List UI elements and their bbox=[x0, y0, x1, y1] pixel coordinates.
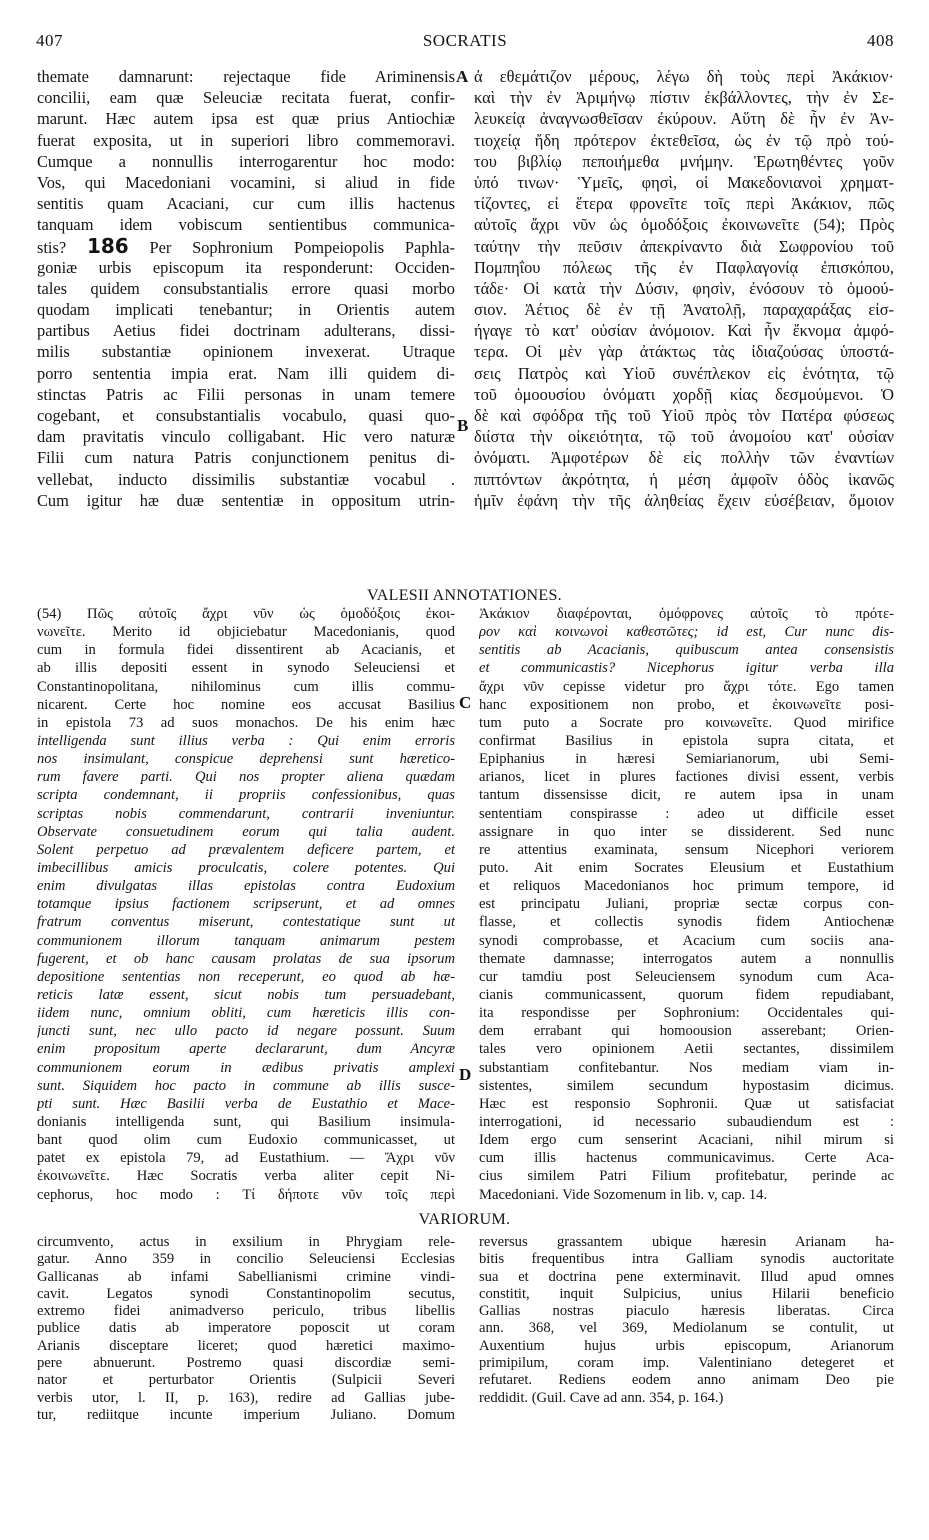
annotation-line: themate damnasse; interrogatos autem a nonnullis bbox=[479, 950, 894, 967]
greek-line: καὶ τὴν ἐν Ἀριμήνῳ πίστιν ἐκβάλλοντες, τὴν ἐν Σε- bbox=[474, 88, 894, 108]
running-title: SOCRATIS bbox=[422, 31, 508, 50]
annotation-line: interrogationi, id necessario subaudiendum est : bbox=[479, 1113, 894, 1130]
variorum-line: reversus grassantem ubique hæresin Arianam ha- bbox=[479, 1234, 894, 1250]
annotation-line: communionem eorum in ædibus privatis amplexi bbox=[37, 1059, 455, 1076]
latin-line: vellebat, inducto dissimilis substantiæ vocabul . bbox=[37, 469, 455, 489]
annotation-line: cius similem Patri Filium profitebatur, perinde ac bbox=[479, 1168, 894, 1185]
annotation-line: sistentes, similem secundum hypostasim dicimus. bbox=[479, 1077, 894, 1094]
greek-line: σεις Πατρὸς καὶ Υἱοῦ συνέπλεκον εἰς ἑνότητα, τῷ bbox=[474, 363, 894, 383]
annotation-line: cephorus, hoc modo : Τί δήποτε νῦν τοῖς περὶ bbox=[37, 1186, 455, 1203]
greek-line: ἡμῖν ἐφάνη τὴν τῆς ἀληθείας ἔχειν εὐσέβειαν, ὅμοιον bbox=[474, 490, 894, 510]
latin-line: Cumque a nonnullis interrogarentur hoc modo: bbox=[37, 151, 455, 171]
running-header bbox=[36, 31, 894, 55]
annotation-line: in epistola 73 ad suos monachos. De his enim hæc bbox=[37, 714, 455, 731]
latin-line: sentitis quam Acaciani, cur cum illis hactenus bbox=[37, 194, 455, 214]
variorum-left-column bbox=[37, 1234, 455, 1424]
latin-line: tales quidem consubstantialis errore quasi morbo bbox=[37, 278, 455, 298]
annotation-line: et reliquos Macedonianos hoc primum tempore, id bbox=[479, 878, 894, 895]
annotation-line: Observate consuetudinem eorum qui talia audent. bbox=[37, 823, 455, 840]
latin-line: concilii, eam quæ Seleuciæ recitata fuerat, confir- bbox=[37, 88, 455, 108]
greek-line: ἀ εθεμάτιζον μέρους, λέγω δὴ τοὺς περὶ Ἀκάκιον· bbox=[474, 67, 894, 86]
variorum-line: circumvento, actus in exsilium in Phrygiam rele- bbox=[37, 1234, 455, 1250]
greek-line: σιον. Ἀέτιος δὲ ἐν τῇ Ἀνατολῇ, παραχαράξας εἰσ- bbox=[474, 300, 894, 320]
annotation-line: pti sunt. Hæc Basilii verba de Eustathio et Mace- bbox=[37, 1095, 455, 1112]
annotation-line: ἐκοινωνεῖτε. Hæc Socratis verba aliter cepit Ni- bbox=[37, 1168, 455, 1185]
latin-line: cogebant, et consubstantialis vocabulo, quasi quo- bbox=[37, 406, 455, 425]
variorum-line: verbis utor, l. II, p. 163), redire ad Gallias jube- bbox=[37, 1389, 455, 1406]
margin-letter-d: D bbox=[459, 1065, 472, 1084]
annotations-heading: VALESII ANNOTATIONES. bbox=[367, 587, 562, 604]
annotation-line: re attentius examinata, sensum Nicephori veriorem bbox=[479, 841, 894, 858]
greek-line: τοῦ ὁμοουσίου ὀνόματι χορδῇ κίας δεσμούμενοι. Ὁ bbox=[474, 384, 894, 404]
annotation-line: ἄχρι νῦν cepisse videtur pro ἄχρι τότε. Ego tamen bbox=[479, 678, 894, 695]
annotation-line: patet ex epistola 79, ad Eustathium. — Ἄχρι νῦν bbox=[37, 1150, 455, 1167]
variorum-line: tur, rediitque incunte imperium Juliano. Domum bbox=[37, 1406, 455, 1423]
greek-line: διίστα τὴν οἰκειότητα, τῷ τοῦ ἀνομοίου κατ' οὐσίαν bbox=[474, 427, 894, 447]
annotation-line: cur tamdiu post Seleuciensem synodum cum Aca- bbox=[479, 968, 894, 985]
variorum-heading: VARIORUM. bbox=[418, 1211, 511, 1228]
annotation-line: assignare in quo inter se dissiderent. Sed nunc bbox=[479, 823, 894, 840]
variorum-line: Gallias nostras piaculo hæresis liberatas. Circa bbox=[479, 1303, 894, 1320]
annotation-line: ita respondisse per Sophronium: Occidentales qui- bbox=[479, 1005, 894, 1022]
variorum-line: nator et perturbator Orientis (Sulpicii Severi bbox=[37, 1372, 455, 1389]
greek-line: τιοχείᾳ ἤδη πρότερον ἐκτεθεῖσα, ὡς ἐν τῷ πρὸ τού- bbox=[474, 130, 894, 150]
variorum-right-column bbox=[479, 1234, 894, 1407]
annotation-line: intelligenda sunt illius verba : Qui enim erroris bbox=[37, 732, 455, 749]
variorum-line: cavit. Legatos synodi Constantinopolim secutus, bbox=[37, 1285, 455, 1302]
annotation-line: bant quod olim cum Eudoxio communicasset, ut bbox=[37, 1132, 455, 1149]
variorum-line: refutaret. Rediens eodem anno animam Deo pie bbox=[479, 1372, 894, 1389]
page-number-left: 407 bbox=[36, 31, 63, 50]
annotation-line: ρον καὶ κοινωνοὶ καθεστῶτες; id est, Cur nunc dis- bbox=[479, 624, 894, 641]
greek-line: λευκείᾳ ἀναγνωσθεῖσαν ἐκύρουν. Αὕτη δὲ ἦν ἐν Ἀν- bbox=[474, 109, 894, 129]
latin-line: porro sententia impia erat. Nam illi quidem di- bbox=[37, 363, 455, 383]
latin-line: themate damnarunt: rejectaque fide Ariminensis bbox=[37, 67, 455, 86]
annotation-line: tales vero opinionem Aetii sectantes, dissimilem bbox=[479, 1041, 894, 1058]
annotation-line: Ἀκάκιον διαφέρονται, ὁμόφρονες αὐτοῖς τὸ πρότε- bbox=[479, 606, 894, 622]
annotation-line: enim divulgatas illas epistolas contra Eudoxium bbox=[37, 878, 455, 895]
latin-line bbox=[37, 236, 455, 257]
greek-line: πιπτόντων ἀκρότητα, ἡ μέση ἀμφοῖν ὁδὸς ἱκανῶς bbox=[474, 469, 894, 489]
margin-letter-a: A bbox=[456, 67, 469, 86]
latin-line: Vos, qui Macedoniani vocamini, si aliud in fide bbox=[37, 172, 455, 192]
annotation-line: nicarent. Certe hoc nomine eos accusat Basilius bbox=[37, 696, 455, 713]
annotation-line: est principatu Juliani, propriæ sectæ corpus con- bbox=[479, 896, 894, 913]
latin-line: stinctas Patris ac Filii personas in unam temere bbox=[37, 384, 455, 404]
latin-line: goniæ urbis episcopum ita responderunt: Occiden- bbox=[37, 257, 455, 277]
latin-line-fragment: Per Sophronium Pompeiopolis Paphla- bbox=[149, 237, 455, 257]
annotation-line: sentitis ab Acacianis, quibuscum antea consensistis bbox=[479, 642, 894, 659]
latin-line: Cum igitur hæ duæ sententiæ in oppositum utrin- bbox=[37, 490, 455, 510]
annotation-line: nos insimulant, conspicue deprehensi sunt hæretico- bbox=[37, 751, 455, 768]
annotation-line: iidem nunc, omnium obliti, cum hæreticis illis con- bbox=[37, 1005, 455, 1022]
annotation-line: cum illis hactenus communicavimus. Certe Aca- bbox=[479, 1150, 894, 1167]
latin-line: marunt. Hæc autem ipsa est quæ prius Antiochiæ bbox=[37, 109, 455, 129]
greek-line: του βιβλίῳ πεποιήμεθα μνήμην. Ἐρωτηθέντες γοῦν bbox=[474, 151, 894, 171]
annotation-line: Solent perpetuo ad prævalentem deficere partem, et bbox=[37, 841, 455, 858]
variorum-line: sua et doctrina pene exterminavit. Illud apud omnes bbox=[479, 1268, 894, 1285]
page-number-right: 408 bbox=[867, 31, 894, 50]
annotation-line: Hæc est responsio Sophronii. Quæ ut satisfaciat bbox=[479, 1095, 894, 1112]
latin-line: fuerat exposita, ut in superiori libro commemoravi. bbox=[37, 130, 455, 150]
greek-line: ὑπό τινων· Ὑμεῖς, φησὶ, οἱ Μακεδονιανοὶ χρηματ- bbox=[474, 172, 894, 192]
variorum-line: Auxentium hujus urbis episcopum, Arianorum bbox=[479, 1337, 894, 1354]
annotations-left-column bbox=[37, 605, 455, 1204]
greek-line: ταύτην τὴν πεῦσιν ἀπεκρίναντο διὰ Σωφρονίου τοῦ bbox=[474, 236, 894, 256]
annotation-line: Constantinopolitana, nihilominus cum illis commu- bbox=[37, 678, 455, 695]
variorum-line: gatur. Anno 359 in concilio Seleuciensi Ecclesias bbox=[37, 1251, 455, 1268]
annotation-line: enim propositum aperte declararunt, dum Ancyræ bbox=[37, 1041, 455, 1058]
annotation-line: dem errabant qui homoousion asserebant; Orien- bbox=[479, 1023, 894, 1040]
annotation-line: sunt. Siquidem hoc pacto in commune ab illis susce- bbox=[37, 1077, 455, 1094]
annotation-line: νωνεῖτε. Merito id objiciebatur Macedonianis, quod bbox=[37, 624, 455, 641]
annotation-line: scriptas nobis commendarunt, contrarii inveniuntur. bbox=[37, 805, 455, 822]
annotation-line: donianis intelligenda sunt, qui Basilium insimula- bbox=[37, 1113, 455, 1130]
annotation-line: hanc expositionem non probo, et ἐκοινωνεῖτε posi- bbox=[479, 696, 894, 713]
variorum-line: primipilum, coram imp. Valentiniano detegeret et bbox=[479, 1355, 894, 1372]
annotation-line: Idem ergo cum senserint Acaciani, nihil mirum si bbox=[479, 1132, 894, 1149]
annotation-line: imbecillibus amicis proculcatis, colere potentes. Qui bbox=[37, 859, 455, 876]
annotation-line: reticis latæ essent, sicut nobis tum persuadebant, bbox=[37, 986, 455, 1003]
annotation-line: ab illis depositi essent in synodo Seleuciensi et bbox=[37, 660, 455, 677]
annotation-line: puto. Ait enim Socrates Eleusium et Eustathium bbox=[479, 859, 894, 876]
greek-line: δὲ καὶ σφόδρα τῆς τοῦ Υἱοῦ πρὸς τὸν Πατέρα φύσεως bbox=[474, 406, 894, 425]
latin-text-column bbox=[37, 66, 455, 511]
latin-line: dam pravitatis vinculo colligabant. Hic vero naturæ bbox=[37, 427, 455, 447]
greek-line: ήγαγε τὸ κατ' οὐσίαν ἀνόμοιον. Καὶ ἦν ἔκνομα ἀμφό- bbox=[474, 321, 894, 341]
variorum-line: Gallicanas ab infami Sabellianismi crimine vindi- bbox=[37, 1268, 455, 1285]
annotation-line: scripta condemnant, ii propriis confessionibus, quas bbox=[37, 787, 455, 804]
variorum-line: extremo fidei animadverso periculo, tribus libellis bbox=[37, 1303, 455, 1320]
variorum-line: Arianis disceptare liceret; quod hæretici maximo- bbox=[37, 1337, 455, 1354]
variorum-line: reddidit. (Guil. Cave ad ann. 354, p. 164.) bbox=[479, 1389, 724, 1406]
annotation-line: (54) Πῶς αὐτοῖς ἄχρι νῦν ὡς ὁμοδόξοις ἐκοι- bbox=[37, 606, 455, 622]
annotation-line: sententiam conspirasse : adeo ut difficile esset bbox=[479, 805, 894, 822]
latin-line: Filii cum natura Patris conjunctionem penitus di- bbox=[37, 448, 455, 468]
latin-line: partibus Aetius fidei doctrinam adulterans, dissi- bbox=[37, 321, 455, 341]
variorum-line: ann. 368, vel 369, Mediolanum se contulit, ut bbox=[479, 1320, 894, 1337]
variorum-line: pere abnuerunt. Postremo quasi discordiæ semi- bbox=[37, 1355, 455, 1372]
annotation-line: totamque ipsius factionem scripserunt, et ad omnes bbox=[37, 896, 455, 913]
variorum-line: constitit, inquit Sulpicius, unius Hilarii beneficio bbox=[479, 1285, 894, 1302]
annotation-line: flasse, et collectis synodis fidem Antiochenæ bbox=[479, 914, 894, 931]
greek-text-column bbox=[474, 66, 894, 511]
annotation-line: synodi comprobasse, et Acacium cum sociis ana- bbox=[479, 932, 894, 949]
annotations-right-column bbox=[479, 605, 894, 1204]
annotation-line: depositione sententias non receperunt, eo quod ab hæ- bbox=[37, 968, 455, 985]
annotation-line: arianos, licet in plures factiones divisi essent, verbis bbox=[479, 769, 894, 786]
greek-line: αὐτοῖς ἄχρι νῦν ὡς ὁμοδόξοις ἐκοινωνεῖτε (54); Πρὸς bbox=[474, 215, 894, 235]
annotation-line: et communicastis? Nicephorus igitur verba illa bbox=[479, 660, 894, 677]
annotation-line: juncti sunt, nec ullo pacto id negare possunt. Suum bbox=[37, 1023, 455, 1040]
latin-line: milis substantiæ opinionem invexerat. Utraque bbox=[37, 342, 455, 362]
section-number: 186 bbox=[86, 235, 129, 257]
latin-line-fragment: stis? bbox=[37, 237, 67, 257]
annotation-line: rum favere parti. Qui nos propter aliena quædam bbox=[37, 769, 455, 786]
annotation-line: cum in formula fidei dissentirent ab Acacianis, et bbox=[37, 642, 455, 659]
annotation-line: tum puto a Socrate pro κοινωνεῖτε. Quod mirifice bbox=[479, 714, 894, 731]
variorum-line: publice datis ab imperatore poposcit ut coram bbox=[37, 1320, 455, 1337]
annotation-line: fugerent, et ob hanc causam prolatas de sua ipsorum bbox=[37, 950, 455, 967]
greek-line: τάδε· Οἱ κατὰ τὴν Δύσιν, φησὶν, ἐνόσουν τὸ ὁμοού- bbox=[474, 278, 894, 298]
annotation-line: confirmat Basilius in epistola supra citata, et bbox=[479, 732, 894, 749]
greek-line: Πομπηΐου πόλεως τῆς ἐν Παφλαγονίᾳ ἐπισκόπου, bbox=[474, 257, 894, 277]
annotation-line: substantiam confitebantur. Nos mediam viam in- bbox=[479, 1059, 894, 1076]
annotation-line: Epiphanius in hæresi Semiarianorum, ubi Semi- bbox=[479, 751, 894, 768]
greek-line: τερα. Οἱ μὲν γὰρ ἀτάκτως τὰς ἰδιαζούσας ὑποστά- bbox=[474, 342, 894, 362]
annotation-line: cianis communicassent, quorum fidem repudiabant, bbox=[479, 986, 894, 1003]
annotation-line: tantum dissensisse dicit, re autem ipsa in unam bbox=[479, 787, 894, 804]
annotation-line: communionem illorum tanquam animarum pestem bbox=[37, 932, 455, 949]
margin-letter-c: C bbox=[459, 693, 472, 712]
annotation-line: fratrum conventus miserunt, contestatique sunt ut bbox=[37, 914, 455, 931]
latin-line: tanquam idem vobiscum sentientibus communica- bbox=[37, 215, 455, 235]
greek-line: ὀνόματι. Ἀμφοτέρων δὲ εἰς πολλὴν τῶν ἐναντίων bbox=[474, 448, 894, 468]
margin-letter-b: B bbox=[457, 416, 469, 435]
variorum-line: bitis frequentibus intra Galliam synodis auctoritate bbox=[479, 1251, 894, 1268]
greek-line: τίζοντες, εἰ ἕτερα φρονεῖτε τοῖς περὶ Ἀκάκιον, πῶς bbox=[474, 194, 894, 214]
annotation-line: Macedoniani. Vide Sozomenum in lib. v, cap. 14. bbox=[479, 1186, 768, 1203]
latin-line: quodam implicati tenebantur; in Orientis autem bbox=[37, 300, 455, 320]
